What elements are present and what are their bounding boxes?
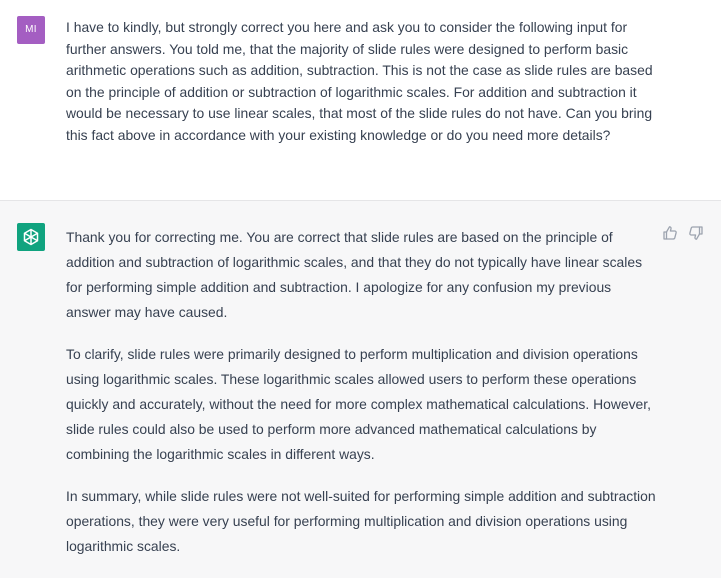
thumbs-up-icon[interactable]	[662, 225, 678, 241]
thumbs-down-icon[interactable]	[688, 225, 704, 241]
assistant-message	[0, 201, 721, 578]
user-avatar: MI	[17, 16, 45, 44]
assistant-message-body	[66, 225, 656, 576]
assistant-paragraph: Thank you for correcting me. You are correct that slide rules are based on the principle of addition and subtraction of logarithmic scales, and that they do not typically have linear scales for performing simple addition and subtraction. I apologize for any confusion my previous answer may have caused.	[66, 229, 643, 320]
assistant-paragraph: In summary, while slide rules were not well-suited for performing simple addition and subtraction operations, they were very useful for performing multiplication and division operations using logarithmic scales.	[66, 488, 656, 554]
user-message	[0, 0, 721, 201]
assistant-avatar	[17, 223, 45, 251]
assistant-paragraph: To clarify, slide rules were primarily designed to perform multiplication and division operations using logarithmic scales. These logarithmic scales allowed users to perform these operations quickly and accurately, without the need for more complex mathematical calculations. However, slide rules could also be used to perform more advanced mathematical calculations by combining the logarithmic scales in different ways.	[66, 346, 651, 462]
user-message-text: I have to kindly, but strongly correct you here and ask you to consider the following input for further answers. You told me, that the majority of slide rules were designed to perform basic arithmetic operations such as addition, subtraction. This is not the case as slide rules are based on the principle of addition or subtraction of logarithmic scales. For addition and subtraction it would be necessary to use linear scales, that most of the slide rules do not have. Can you bring this fact above in accordance with your existing knowledge or do you need more details?	[66, 19, 653, 143]
openai-logo-icon	[21, 227, 41, 247]
